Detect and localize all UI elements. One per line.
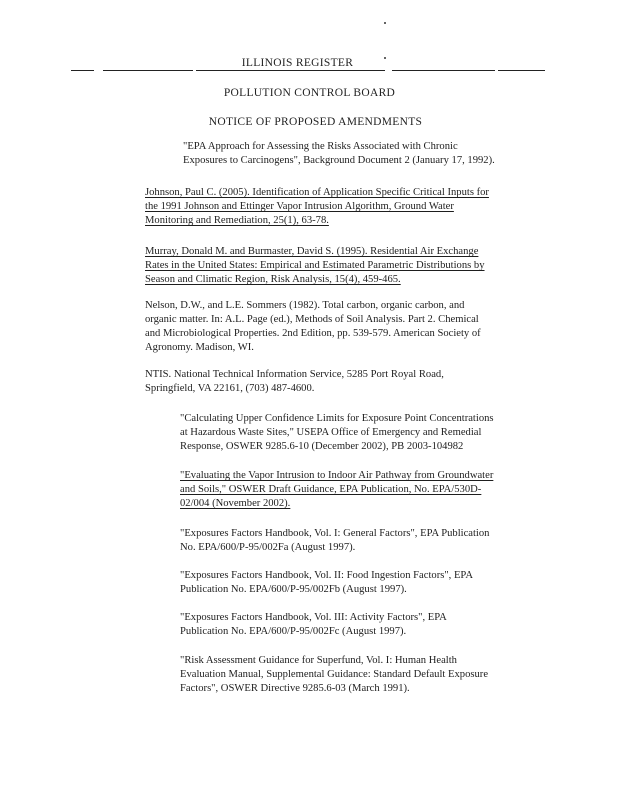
reference-line: Agronomy. Madison, WI. [145,342,254,353]
reference-line: Publication No. EPA/600/P-95/002Fc (August 1997). [180,626,407,637]
reference-line: Publication No. EPA/600/P-95/002Fb (August 1997). [180,584,407,595]
reference-line: Springfield, VA 22161, (703) 487-4600. [145,383,315,394]
reference-line: Murray, Donald M. and Burmaster, David S. (1995). Residential Air Exchange [145,246,479,257]
reference-entry [145,368,444,396]
reference-line: NTIS. National Technical Information Service, 5285 Port Royal Road, [145,369,444,380]
reference-entry [180,527,489,555]
scan-speck [384,22,386,24]
header-rule [196,70,385,71]
reference-line: "Calculating Upper Confidence Limits for Exposure Point Concentrations [180,413,494,424]
notice-title: NOTICE OF PROPOSED AMENDMENTS [208,116,423,128]
board-title: POLLUTION CONTROL BOARD [223,87,396,99]
header-rule [392,70,495,71]
reference-entry [180,569,473,597]
reference-line: "Risk Assessment Guidance for Superfund, Vol. I: Human Health [180,655,457,666]
header-rule [71,70,94,71]
header-rule [498,70,545,71]
reference-entry [180,611,447,639]
reference-line: "Evaluating the Vapor Intrusion to Indoor Air Pathway from Groundwater [180,470,494,481]
reference-entry [180,412,494,454]
reference-entry [183,140,495,168]
reference-line: Season and Climatic Region, Risk Analysis, 15(4), 459-465. [145,274,401,285]
header-rule [103,70,193,71]
reference-line: and Microbiological Properties. 2nd Edition, pp. 539-579. American Society of [145,328,481,339]
reference-line: "Exposures Factors Handbook, Vol. I: General Factors", EPA Publication [180,528,490,539]
reference-line: organic matter. In: A.L. Page (ed.), Methods of Soil Analysis. Part 2. Chemical [145,314,479,325]
reference-line: the 1991 Johnson and Ettinger Vapor Intrusion Algorithm, Ground Water [145,201,454,212]
reference-line: Johnson, Paul C. (2005). Identification of Application Specific Critical Inputs for [145,187,489,198]
reference-line: Factors", OSWER Directive 9285.6-03 (March 1991). [180,683,410,694]
reference-line: 02/004 (November 2002). [180,498,291,509]
reference-entry [145,245,485,287]
reference-line: "Exposures Factors Handbook, Vol. III: Activity Factors", EPA [180,612,447,623]
reference-entry [180,654,488,696]
reference-line: Evaluation Manual, Supplemental Guidance: Standard Default Exposure [180,669,489,680]
reference-line: Monitoring and Remediation, 25(1), 63-78. [145,215,329,226]
reference-entry [180,469,493,511]
reference-entry [145,299,481,355]
reference-line: Exposures to Carcinogens", Background Document 2 (January 17, 1992). [183,155,495,166]
reference-entry [145,186,489,228]
register-title: ILLINOIS REGISTER [241,57,354,69]
reference-line: Nelson, D.W., and L.E. Sommers (1982). Total carbon, organic carbon, and [145,300,465,311]
reference-line: Response, OSWER 9285.6-10 (December 2002), PB 2003-104982 [180,441,464,452]
reference-line: at Hazardous Waste Sites," USEPA Office of Emergency and Remedial [180,427,482,438]
reference-line: and Soils," OSWER Draft Guidance, EPA Publication, No. EPA/530D- [180,484,482,495]
reference-line: "EPA Approach for Assessing the Risks Associated with Chronic [183,141,458,152]
reference-line: No. EPA/600/P-95/002Fa (August 1997). [180,542,356,553]
reference-line: "Exposures Factors Handbook, Vol. II: Food Ingestion Factors", EPA [180,570,474,581]
reference-line: Rates in the United States: Empirical and Estimated Parametric Distributions by [145,260,485,271]
